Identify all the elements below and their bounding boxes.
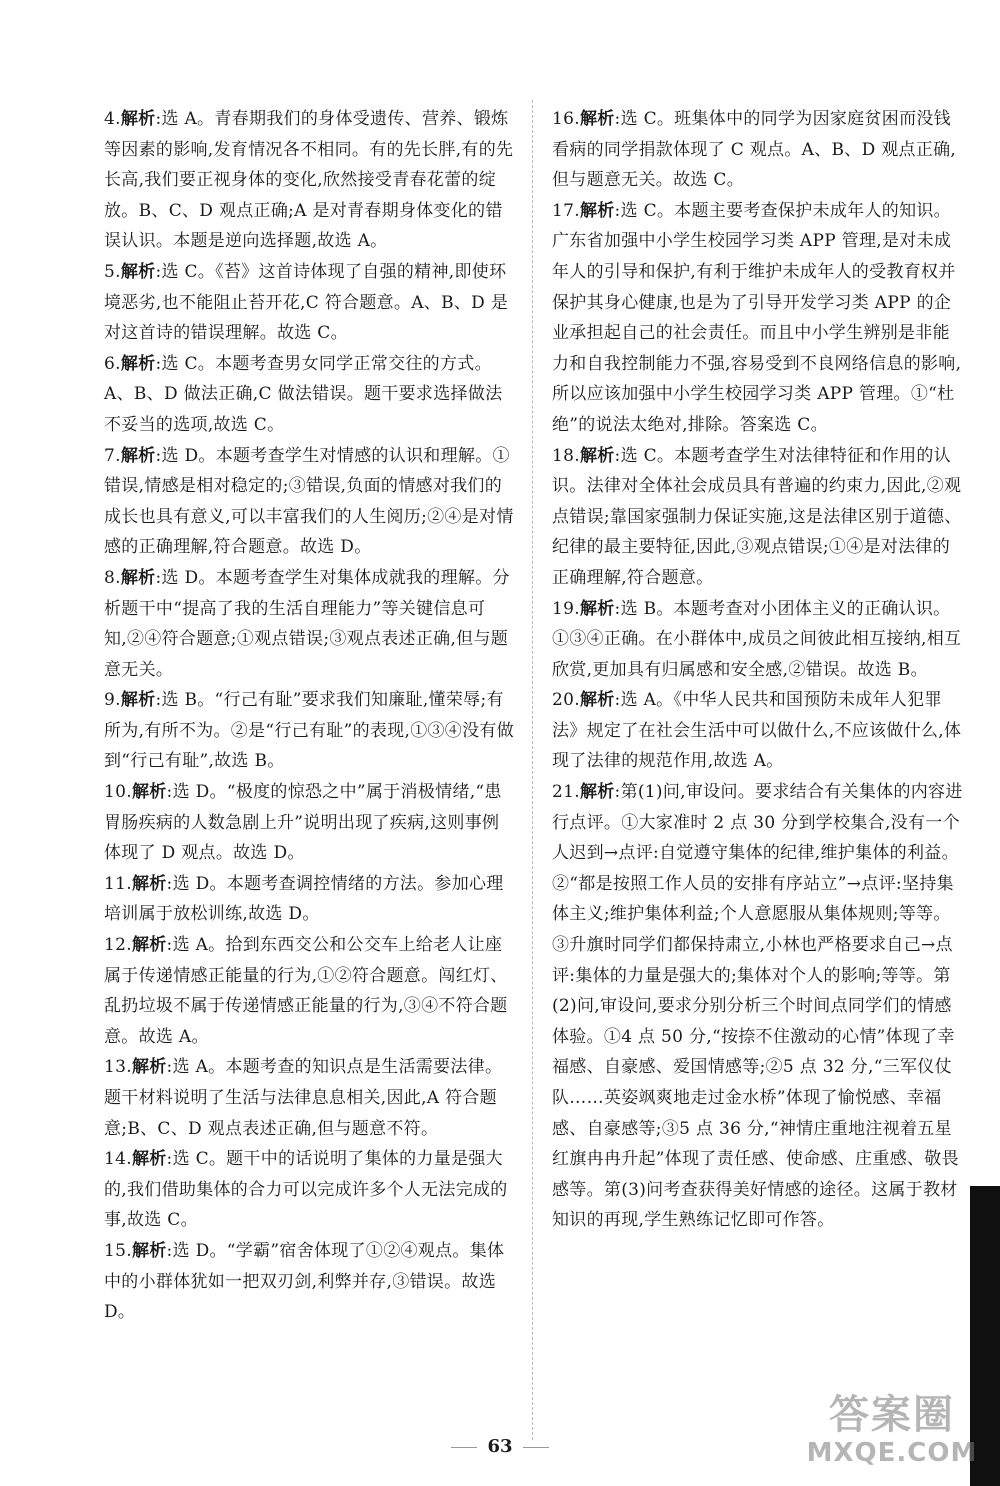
analysis-text: :选 A。拾到东西交公和公交车上给老人让座属于传递情感正能量的行为,①②符合题意。闯红灯、乱扔垃圾不属于传递情感正能量的行为,③④不符合题意。故选 A。 bbox=[104, 935, 508, 1047]
answer-entry bbox=[104, 869, 516, 930]
watermark-logo bbox=[802, 1392, 982, 1476]
question-number: 14. bbox=[104, 1149, 132, 1170]
answer-entry bbox=[104, 441, 516, 563]
analysis-label: 解析 bbox=[131, 1057, 167, 1078]
analysis-text: :选 C。班集体中的同学为因家庭贫困而没钱看病的同学捐款体现了 C 观点。A、B、D 观点正确,但与题意无关。故选 C。 bbox=[552, 109, 957, 191]
analysis-label: 解析 bbox=[131, 1149, 167, 1170]
answer-entry bbox=[552, 594, 966, 686]
answer-entry bbox=[104, 563, 516, 685]
question-number: 13. bbox=[104, 1057, 132, 1078]
question-number: 9. bbox=[104, 690, 121, 711]
analysis-label: 解析 bbox=[120, 109, 156, 129]
analysis-text: :选 C。题干中的话说明了集体的力量是强大的,我们借助集体的合力可以完成许多个人无法完成的事,故选 C。 bbox=[104, 1149, 508, 1231]
left-column bbox=[104, 104, 516, 1328]
watermark-line2: MXQE.COM bbox=[806, 1438, 978, 1468]
answer-entry bbox=[552, 777, 966, 1236]
analysis-label: 解析 bbox=[579, 598, 615, 619]
question-number: 8. bbox=[104, 567, 121, 588]
watermark-line1: 答案圈 bbox=[829, 1392, 955, 1438]
answer-entry bbox=[104, 104, 516, 257]
analysis-label: 解析 bbox=[579, 109, 615, 129]
question-number: 15. bbox=[104, 1240, 132, 1261]
analysis-text: :选 D。本题考查学生对情感的认识和理解。①错误,情感是相对稳定的;③错误,负面的情感对我们的成长也具有意义,可以丰富我们的人生阅历;②④是对情感的正确理解,符合题意。故选 D。 bbox=[104, 445, 514, 558]
analysis-label: 解析 bbox=[579, 200, 615, 221]
question-number: 10. bbox=[104, 782, 132, 803]
answer-entry bbox=[552, 104, 966, 196]
analysis-text: :选 C。本题考查学生对法律特征和作用的认识。法律对全体社会成员具有普遍的约束力,因此,②观点错误;靠国家强制力保证实施,这是法律区别于道德、纪律的最主要特征,因此,③观点错误;①④是对法律的正确理解,符合题意。 bbox=[552, 445, 962, 588]
analysis-label: 解析 bbox=[120, 567, 156, 588]
question-number: 19. bbox=[552, 598, 580, 619]
question-number: 5. bbox=[104, 261, 121, 282]
analysis-text: :选 D。本题考查调控情绪的方法。参加心理培训属于放松训练,故选 D。 bbox=[104, 873, 504, 925]
right-column bbox=[552, 104, 966, 1236]
question-number: 17. bbox=[552, 200, 580, 221]
analysis-label: 解析 bbox=[579, 690, 615, 711]
analysis-text: :选 D。“学霸”宿舍体现了①②④观点。集体中的小群体犹如一把双刃剑,利弊并存,③错误。故选 D。 bbox=[104, 1240, 505, 1323]
analysis-label: 解析 bbox=[120, 353, 156, 374]
analysis-text: :选 C。本题考查男女同学正常交往的方式。A、B、D 做法正确,C 做法错误。题干要求选择做法不妥当的选项,故选 C。 bbox=[104, 353, 503, 435]
analysis-label: 解析 bbox=[120, 690, 156, 711]
column-divider bbox=[532, 100, 534, 1440]
answer-entry bbox=[552, 685, 966, 777]
question-number: 7. bbox=[104, 445, 121, 466]
analysis-label: 解析 bbox=[579, 782, 615, 803]
analysis-label: 解析 bbox=[579, 445, 615, 466]
analysis-text: :第(1)问,审设问。要求结合有关集体的内容进行点评。①大家准时 2 点 30 分到学校集合,没有一个人迟到→点评:自觉遵守集体的纪律,维护集体的利益。②“都是按照工作人员的安排有序站立”→点评:坚持集体主义;维护集体利益;个人意愿服从集体规则;等等。③升旗时同学们都保持肃立,小林也严格要求自己→点评:集体的力量是强大的;集体对个人的影响;等等。第(2)问,审设问,要求分别分析三个时间点同学们的情感体验。①4 点 50 分,“按捺不住激动的心情”体现了幸福感、自豪感、爱国情感等;②5 点 32 分,“三军仪仗队……英姿飒爽地走过金水桥”体现了愉悦感、幸福感、自豪感等;③5 点 36 分,“神情庄重地注视着五星红旗冉冉升起”体现了责任感、使命感、庄重感、敬畏感等。第(3)问考查获得美好情感的途径。这属于教材知识的再现,学生熟练记忆即可作答。 bbox=[552, 782, 963, 1231]
analysis-text: :选 A。青春期我们的身体受遗传、营养、锻炼等因素的影响,发育情况各不相同。有的先长胖,有的先长高,我们要正视身体的变化,欣然接受青春花蕾的绽放。B、C、D 观点正确;A 是对青春期身体变化的错误认识。本题是逆向选择题,故选 A。 bbox=[104, 109, 514, 252]
question-number: 6. bbox=[104, 353, 121, 374]
answer-entry bbox=[552, 441, 966, 594]
question-number: 20. bbox=[552, 690, 580, 711]
analysis-text: :选 A。《中华人民共和国预防未成年人犯罪法》规定了在社会生活中可以做什么,不应该做什么,体现了法律的规范作用,故选 A。 bbox=[552, 690, 962, 772]
answer-entry bbox=[552, 196, 966, 441]
answer-entry bbox=[104, 1144, 516, 1236]
analysis-text: :选 B。本题考查对小团体主义的正确认识。①③④正确。在小群体中,成员之间彼此相互接纳,相互欣赏,更加具有归属感和安全感,②错误。故选 B。 bbox=[552, 598, 962, 680]
answer-entry bbox=[104, 257, 516, 349]
answer-entry bbox=[104, 685, 516, 777]
analysis-text: :选 B。“行己有耻”要求我们知廉耻,懂荣辱;有所为,有所不为。②是“行己有耻”的表现,①③④没有做到“行己有耻”,故选 B。 bbox=[104, 690, 514, 772]
question-number: 16. bbox=[552, 109, 580, 129]
analysis-text: :选 D。本题考查学生对集体成就我的理解。分析题干中“提高了我的生活自理能力”等关键信息可知,②④符合题意;①观点错误;③观点表述正确,但与题意无关。 bbox=[104, 567, 510, 680]
analysis-label: 解析 bbox=[120, 261, 156, 282]
question-number: 21. bbox=[552, 782, 580, 803]
question-number: 12. bbox=[104, 935, 132, 956]
question-number: 4. bbox=[104, 109, 121, 129]
analysis-text: :选 C。本题主要考查保护未成年人的知识。广东省加强中小学生校园学习类 APP 管理,是对未成年人的引导和保护,有利于维护未成年人的受教育权并保护其身心健康,也是为了引导开发学习类 APP 的企业承担起自己的社会责任。而且中小学生辨别是非能力和自我控制能力不强,容易受到不良网络信息的影响,所以应该加强中小学生校园学习类 APP 管理。①“杜绝”的说法太绝对,排除。答案选 C。 bbox=[552, 200, 962, 435]
answer-entry bbox=[104, 1236, 516, 1328]
analysis-label: 解析 bbox=[131, 1240, 167, 1261]
answer-entry bbox=[104, 777, 516, 869]
question-number: 18. bbox=[552, 445, 580, 466]
analysis-text: :选 A。本题考查的知识点是生活需要法律。题干材料说明了生活与法律息息相关,因此,A 符合题意;B、C、D 观点表述正确,但与题意不符。 bbox=[104, 1057, 503, 1139]
question-number: 11. bbox=[104, 873, 132, 894]
page-number: 63 bbox=[487, 1436, 513, 1457]
analysis-label: 解析 bbox=[120, 445, 156, 466]
analysis-label: 解析 bbox=[131, 782, 167, 803]
analysis-label: 解析 bbox=[131, 873, 167, 894]
answer-entry bbox=[104, 1052, 516, 1144]
answer-entry bbox=[104, 349, 516, 441]
analysis-text: :选 C。《苔》这首诗体现了自强的精神,即使环境恶劣,也不能阻止苔开花,C 符合题意。A、B、D 是对这首诗的错误理解。故选 C。 bbox=[104, 261, 509, 344]
analysis-text: :选 D。“极度的惊恐之中”属于消极情绪,“患胃肠疾病的人数急剧上升”说明出现了疾病,这则事例体现了 D 观点。故选 D。 bbox=[104, 782, 502, 864]
answer-entry bbox=[104, 930, 516, 1052]
analysis-label: 解析 bbox=[131, 935, 167, 956]
